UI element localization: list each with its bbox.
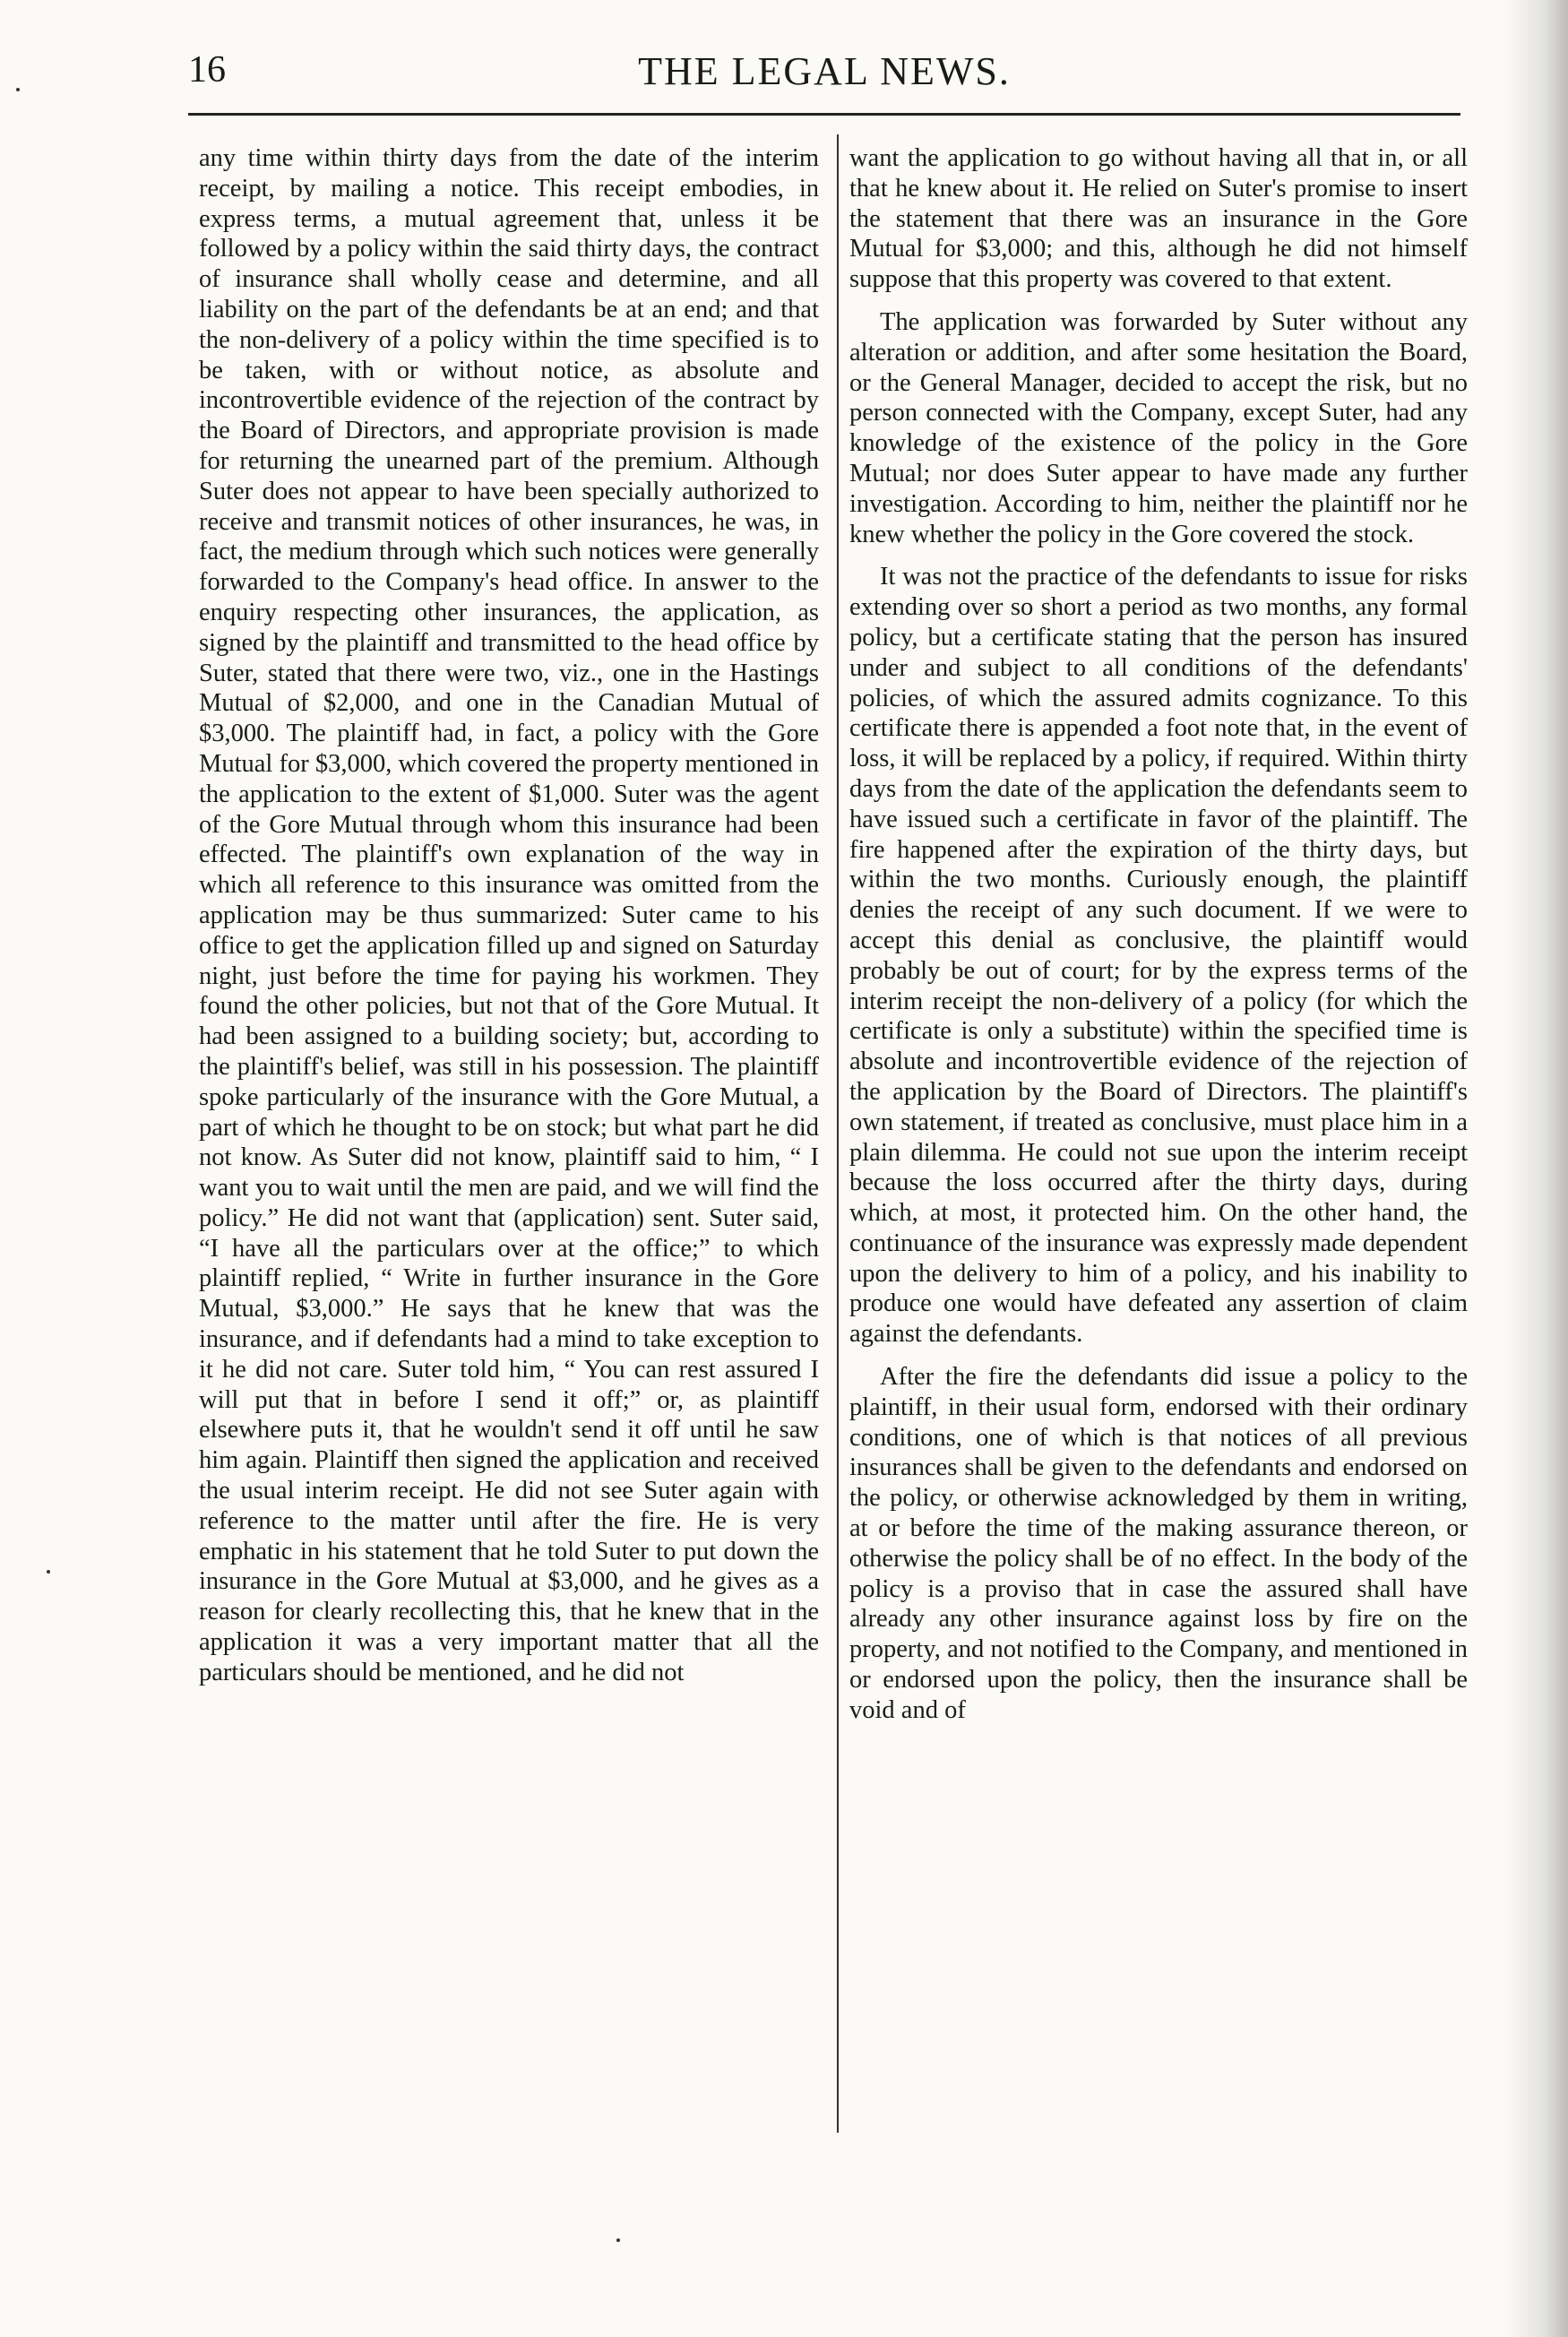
page-edge-shadow xyxy=(1505,0,1568,2337)
column-divider xyxy=(837,134,839,2133)
right-paragraph-4: After the fire the defendants did issue a policy to the plaintiff, in their usual form, endorsed with their ordinary conditions, one of which is that notices of all previous insurances shall be given to the defendants and endorsed on the policy, or otherwise acknowledged by them in writing, at or before the time of the making assurance thereon, or otherwise the policy shall be of no effect. In the body of the policy is a proviso that in case the assured shall have already any other insurance against loss by fire on the property, and not notified to the Company, and mentioned in or endorsed upon the policy, then the insurance shall be void and of xyxy=(849,1363,1468,1724)
page-number: 16 xyxy=(188,49,226,91)
right-paragraph-1: want the application to go without having all that in, or all that he knew about it. He relied on Suter's promise to insert the statement that there was an insurance in the Gore Mutual for $3,000; and this, although he did not himself suppose that this property was covered to that extent. xyxy=(849,144,1468,294)
running-title: THE LEGAL NEWS. xyxy=(638,49,1011,93)
left-column xyxy=(199,143,819,1701)
scan-speck xyxy=(47,1570,50,1574)
scan-speck xyxy=(16,88,20,91)
page-header xyxy=(188,45,1460,108)
header-rule xyxy=(188,113,1460,116)
scan-speck xyxy=(616,2238,620,2242)
right-column xyxy=(849,143,1468,1738)
left-paragraph-1: any time within thirty days from the date of the interim receipt, by mailing a notice. This receipt embodies, in express terms, a mutual agreement that, unless it be followed by a policy within the said thirty days, the contract of insurance shall wholly cease and determine, and all liability on the part of the defendants be at an end; and that the non-delivery of a policy within the time specified is to be taken, with or without notice, as absolute and incontrovertible evidence of the rejection of the contract by the Board of Directors, and appropriate provision is made for returning the unearned part of the premium. Although Suter does not appear to have been specially authorized to receive and transmit notices of other insurances, he was, in fact, the medium through which such notices were generally forwarded to the Company's head office. In answer to the enquiry respecting other insurances, the application, as signed by the plaintiff and transmitted to the head office by Suter, stated that there were two, viz., one in the Hastings Mutual of $2,000, and one in the Canadian Mutual of $3,000. The plaintiff had, in fact, a policy with the Gore Mutual for $3,000, which covered the property mentioned in the application to the extent of $1,000. Suter was the agent of the Gore Mutual through whom this insurance had been effected. The plaintiff's own explanation of the way in which all reference to this insurance was omitted from the application may be thus summarized: Suter came to his office to get the application filled up and signed on Saturday night, just before the time for paying his workmen. They found the other policies, but not that of the Gore Mutual. It had been assigned to a building society; but, according to the plaintiff's belief, was still in his possession. The plaintiff spoke particularly of the insurance with the Gore Mutual, a part of which he thought to be on stock; but what part he did not know. As Suter did not know, plaintiff said to him, “ I want you to wait until the men are paid, and we will find the policy.” He did not want that (application) sent. Suter said, “I have all the particulars over at the office;” to which plaintiff replied, “ Write in further insurance in the Gore Mutual, $3,000.” He says that he knew that was the insurance, and if defendants had a mind to take exception to it he did not care. Suter told him, “ You can rest assured I will put that in before I send it off;” or, as plaintiff elsewhere puts it, that he wouldn't send it off until he saw him again. Plaintiff then signed the application and received the usual interim receipt. He did not see Suter again with reference to the matter until after the fire. He is very emphatic in his statement that he told Suter to put down the insurance in the Gore Mutual at $3,000, and he gives as a reason for clearly recollecting this, that he knew that in the application it was a very important matter that all the particulars should be mentioned, and he did not xyxy=(199,144,819,1686)
right-paragraph-3: It was not the practice of the defendants to issue for risks extending over so short a period as two months, any formal policy, but a certificate stating that the person has insured under and subject to all conditions of the defendants' policies, of which the assured admits cognizance. To this certificate there is appended a foot note that, in the event of loss, it will be replaced by a policy, if required. Within thirty days from the date of the application the defendants seem to have issued such a certificate in favor of the plaintiff. The fire happened after the expiration of the thirty days, but within the two months. Curiously enough, the plaintiff denies the receipt of any such document. If we were to accept this denial as conclusive, the plaintiff would probably be out of court; for by the express terms of the interim receipt the non-delivery of a policy (for which the certificate is only a substitute) within the specified time is absolute and incontrovertible evidence of the rejection of the application by the Board of Directors. The plaintiff's own statement, if treated as conclusive, must place him in a plain dilemma. He could not sue upon the interim receipt because the loss occurred after the thirty days, during which, at most, it protected him. On the other hand, the continuance of the insurance was expressly made dependent upon the delivery to him of a policy, and his inability to produce one would have defeated any assertion of claim against the defendants. xyxy=(849,563,1468,1349)
right-paragraph-2: The application was forwarded by Suter without any alteration or addition, and after some hesitation the Board, or the General Manager, decided to accept the risk, but no person connected with the Company, except Suter, had any knowledge of the existence of the policy in the Gore Mutual; nor does Suter appear to have made any further investigation. According to him, neither the plaintiff nor he knew whether the policy in the Gore covered the stock. xyxy=(849,307,1468,548)
